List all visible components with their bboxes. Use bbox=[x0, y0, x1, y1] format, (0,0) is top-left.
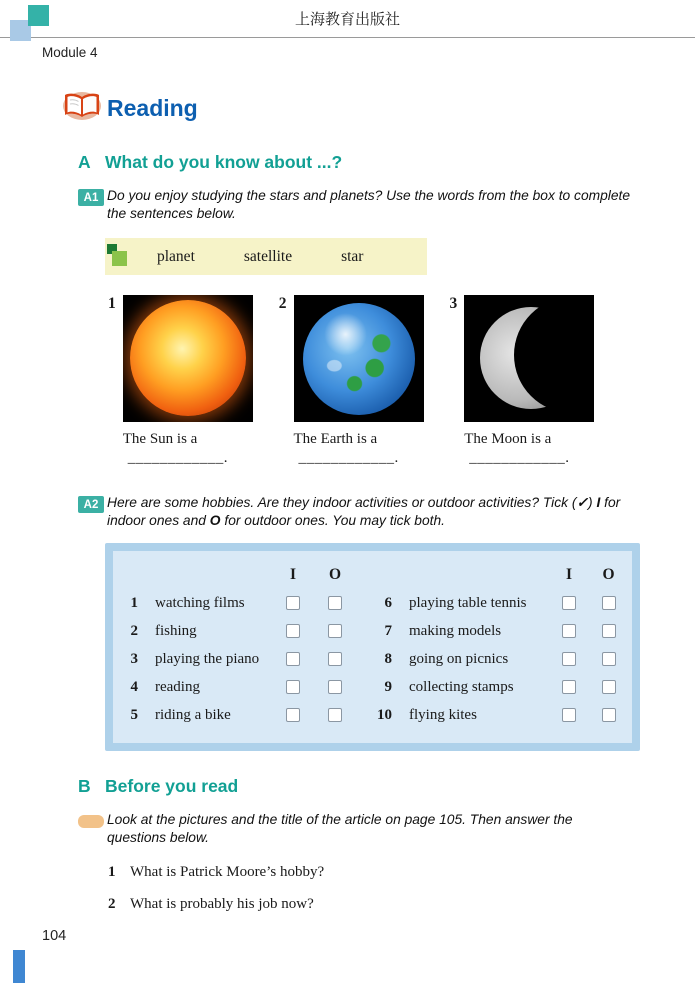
sun-photo bbox=[123, 295, 253, 422]
a2-badge: A2 bbox=[78, 496, 104, 513]
earth-photo bbox=[294, 295, 424, 422]
row-number: 7 bbox=[384, 622, 392, 639]
i-checkbox[interactable] bbox=[286, 624, 300, 638]
column-header-i: I bbox=[565, 566, 573, 583]
activity-label: reading bbox=[155, 678, 200, 695]
section-a-letter: A bbox=[78, 152, 91, 172]
caption-blank: ____________. bbox=[298, 450, 399, 466]
decor-teal-square bbox=[28, 5, 49, 26]
o-checkbox[interactable] bbox=[328, 708, 342, 722]
activity-label: making models bbox=[409, 622, 502, 639]
o-checkbox[interactable] bbox=[602, 652, 616, 666]
row-number: 9 bbox=[384, 678, 392, 695]
word-option: planet bbox=[157, 247, 195, 265]
module-label: Module 4 bbox=[42, 45, 98, 60]
row-number: 8 bbox=[384, 650, 392, 667]
i-checkbox[interactable] bbox=[286, 680, 300, 694]
o-checkbox[interactable] bbox=[602, 680, 616, 694]
word-box bbox=[105, 238, 427, 275]
o-checkbox[interactable] bbox=[602, 596, 616, 610]
activity-label: going on picnics bbox=[409, 650, 509, 667]
i-checkbox[interactable] bbox=[562, 680, 576, 694]
question-number: 1 bbox=[108, 864, 116, 880]
row-number: 1 bbox=[130, 594, 138, 611]
reading-heading bbox=[62, 90, 650, 127]
activity-label: riding a bike bbox=[155, 706, 231, 723]
row-number: 6 bbox=[384, 594, 392, 611]
earth-sphere bbox=[303, 303, 415, 415]
decor-corner-bar bbox=[13, 950, 25, 983]
o-checkbox[interactable] bbox=[328, 680, 342, 694]
o-checkbox[interactable] bbox=[328, 624, 342, 638]
exercise-a2 bbox=[78, 494, 650, 530]
exercise-b bbox=[78, 811, 650, 847]
figure-number: 2 bbox=[278, 295, 287, 312]
activity-label: playing the piano bbox=[155, 650, 260, 667]
figure-caption: The Moon is a bbox=[464, 431, 552, 447]
reading-title: Reading bbox=[107, 95, 198, 121]
i-checkbox[interactable] bbox=[286, 708, 300, 722]
figure-moon bbox=[450, 295, 595, 467]
publisher-name: 上海教育出版社 bbox=[294, 12, 400, 28]
row-number: 5 bbox=[130, 706, 138, 723]
row-number: 3 bbox=[130, 650, 138, 667]
activity-label: collecting stamps bbox=[409, 678, 514, 695]
activity-label: fishing bbox=[155, 622, 197, 639]
b-instruction: Look at the pictures and the title of the article on page 105. Then answer the questions below. bbox=[107, 812, 573, 845]
figure-row bbox=[108, 295, 650, 467]
question-row bbox=[108, 896, 650, 913]
caption-blank: ____________. bbox=[469, 450, 570, 466]
figure-number: 3 bbox=[449, 295, 458, 312]
i-checkbox[interactable] bbox=[286, 596, 300, 610]
o-checkbox[interactable] bbox=[328, 596, 342, 610]
row-number: 2 bbox=[130, 622, 138, 639]
o-checkbox[interactable] bbox=[328, 652, 342, 666]
activity-label: flying kites bbox=[409, 706, 477, 723]
i-checkbox[interactable] bbox=[562, 596, 576, 610]
sun-sphere bbox=[130, 300, 246, 416]
i-checkbox[interactable] bbox=[286, 652, 300, 666]
figure-caption: The Sun is a bbox=[122, 431, 198, 447]
row-number: 10 bbox=[377, 706, 392, 723]
header-divider bbox=[0, 37, 695, 38]
word-option: satellite bbox=[243, 247, 293, 265]
caption-blank: ____________. bbox=[127, 450, 228, 466]
i-checkbox[interactable] bbox=[562, 652, 576, 666]
i-checkbox[interactable] bbox=[562, 708, 576, 722]
i-checkbox[interactable] bbox=[562, 624, 576, 638]
activity-label: watching films bbox=[155, 594, 245, 611]
activity-label: playing table tennis bbox=[409, 594, 527, 611]
a1-badge: A1 bbox=[78, 189, 104, 206]
decor-light-green-square bbox=[112, 251, 127, 266]
o-checkbox[interactable] bbox=[602, 624, 616, 638]
a1-instruction: Do you enjoy studying the stars and planets? Use the words from the box to complete the sentences below. bbox=[107, 188, 631, 221]
figure-caption: The Earth is a bbox=[293, 431, 378, 447]
figure-sun bbox=[108, 295, 253, 467]
column-header-o: O bbox=[602, 566, 615, 583]
hobby-table bbox=[105, 543, 640, 751]
column-header-i: I bbox=[289, 566, 297, 583]
open-book-icon bbox=[62, 90, 102, 127]
column-header-o: O bbox=[328, 566, 342, 583]
row-number: 4 bbox=[130, 678, 138, 695]
question-text: What is Patrick Moore’s hobby? bbox=[130, 864, 325, 880]
o-checkbox[interactable] bbox=[602, 708, 616, 722]
section-b-title: Before you read bbox=[105, 776, 239, 796]
b-highlight-pill bbox=[78, 815, 104, 828]
section-b-heading bbox=[78, 776, 650, 797]
section-b-letter: B bbox=[78, 776, 91, 796]
section-a-heading bbox=[78, 152, 650, 173]
section-a-title: What do you know about ...? bbox=[105, 152, 343, 172]
page-number: 104 bbox=[42, 928, 67, 944]
figure-number: 1 bbox=[108, 295, 116, 312]
a2-instruction: Here are some hobbies. Are they indoor activities or outdoor activities? Tick (✓) I for indoor ones and O for outdoor ones. You may tick both. bbox=[107, 495, 621, 528]
question-number: 2 bbox=[108, 896, 116, 912]
question-text: What is probably his job now? bbox=[130, 896, 314, 912]
exercise-a1 bbox=[78, 187, 650, 223]
figure-earth bbox=[279, 295, 424, 467]
question-row bbox=[108, 864, 650, 881]
word-option: star bbox=[341, 247, 364, 265]
moon-photo bbox=[464, 295, 594, 422]
